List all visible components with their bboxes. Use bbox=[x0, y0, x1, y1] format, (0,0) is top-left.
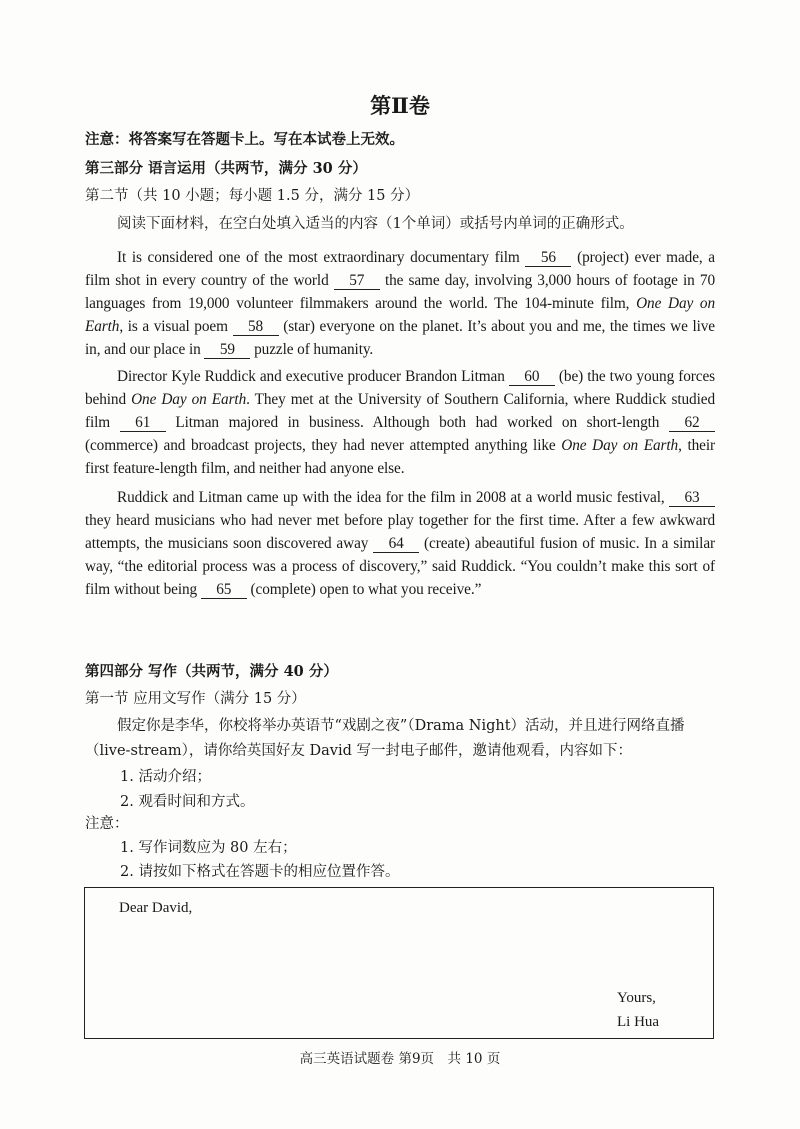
blank-65: 65 bbox=[201, 581, 247, 599]
film-title: One Day on Earth bbox=[85, 295, 715, 335]
letter-closing: Yours, bbox=[617, 990, 656, 1006]
text: . They met at the University of Southern California, where Ruddick studied film bbox=[85, 391, 715, 431]
letter-template-box bbox=[84, 887, 714, 1039]
note-2: 2. 请按如下格式在答题卡的相应位置作答。 bbox=[120, 864, 400, 880]
blank-56: 56 bbox=[525, 249, 571, 267]
blank-57: 57 bbox=[334, 272, 380, 290]
section-title: 第Ⅱ卷 bbox=[370, 93, 430, 118]
part3-section2: 第二节（共 10 小题；每小题 1.5 分，满分 15 分） bbox=[85, 188, 420, 204]
text: (create) abeautiful fusion of music. In a similar way, “the editorial process was a process of discovery,” said Ruddick. “You couldn’t make this sort of film without being bbox=[85, 535, 715, 598]
text: Director Kyle Ruddick and executive producer Brandon Litman bbox=[117, 368, 509, 385]
text: (star) everyone on the planet. It’s about you and me, the times we live in, and our place in bbox=[85, 318, 715, 358]
blank-64: 64 bbox=[373, 535, 419, 553]
page-footer: 高三英语试题卷 第9页 共 10 页 bbox=[299, 1051, 501, 1067]
part3-instruction: 阅读下面材料，在空白处填入适当的内容（1个单词）或括号内单词的正确形式。 bbox=[117, 216, 634, 232]
part4-section1: 第一节 应用文写作（满分 15 分） bbox=[85, 691, 306, 707]
letter-greeting: Dear David, bbox=[119, 900, 193, 916]
text: It is considered one of the most extraordinary documentary film bbox=[117, 249, 526, 266]
text: Ruddick and Litman came up with the idea for the film in 2008 at a world music festival, bbox=[117, 489, 669, 506]
part4-heading: 第四部分 写作（共两节，满分 40 分） bbox=[85, 663, 338, 680]
text: the same day, involving 3,000 hours of footage in 70 languages from 19,000 volunteer filmmakers around the world. The 104-minute film, bbox=[85, 272, 715, 312]
text: , their first feature-length film, and neither had anyone else. bbox=[85, 437, 715, 477]
text: (commerce) and broadcast projects, they had never attempted anything like bbox=[85, 437, 562, 454]
blank-63: 63 bbox=[669, 489, 715, 507]
blank-59: 59 bbox=[204, 341, 250, 359]
notes-label: 注意： bbox=[85, 816, 129, 832]
part3-heading: 第三部分 语言运用（共两节，满分 30 分） bbox=[85, 160, 367, 177]
note-1: 1. 写作词数应为 80 左右； bbox=[120, 840, 297, 856]
paragraph-1 bbox=[85, 246, 715, 361]
text: (project) ever made, a film shot in every country of the world bbox=[85, 249, 715, 289]
blank-58: 58 bbox=[233, 318, 279, 336]
paragraph-2 bbox=[85, 365, 715, 480]
film-title: One Day on Earth bbox=[561, 437, 679, 454]
text: (be) the two young forces behind bbox=[85, 368, 715, 408]
content-item-2: 2. 观看时间和方式。 bbox=[120, 794, 255, 810]
text: puzzle of humanity. bbox=[250, 341, 374, 358]
text: they heard musicians who had never met before play together for the first time. After a few awkward attempts, the musicians soon discovered away bbox=[85, 512, 715, 552]
blank-60: 60 bbox=[509, 368, 555, 386]
text: (complete) open to what you receive.” bbox=[246, 581, 482, 598]
text: , is a visual poem bbox=[119, 318, 233, 335]
blank-62: 62 bbox=[669, 414, 715, 432]
blank-61: 61 bbox=[120, 414, 166, 432]
paragraph-3 bbox=[85, 486, 715, 601]
film-title: One Day on Earth bbox=[131, 391, 247, 408]
part4-prompt: 假定你是李华，你校将举办英语节“戏剧之夜”（Drama Night）活动，并且进行网络直播（live-stream），请你给英国好友 David 写一封电子邮件，邀请他观看，内容如下： bbox=[85, 718, 685, 759]
letter-signature: Li Hua bbox=[617, 1014, 660, 1030]
notice: 注意：将答案写在答题卡上。写在本试卷上无效。 bbox=[85, 131, 404, 148]
content-item-1: 1. 活动介绍； bbox=[120, 769, 211, 785]
text: Litman majored in business. Although both had worked on short-length bbox=[165, 414, 669, 431]
